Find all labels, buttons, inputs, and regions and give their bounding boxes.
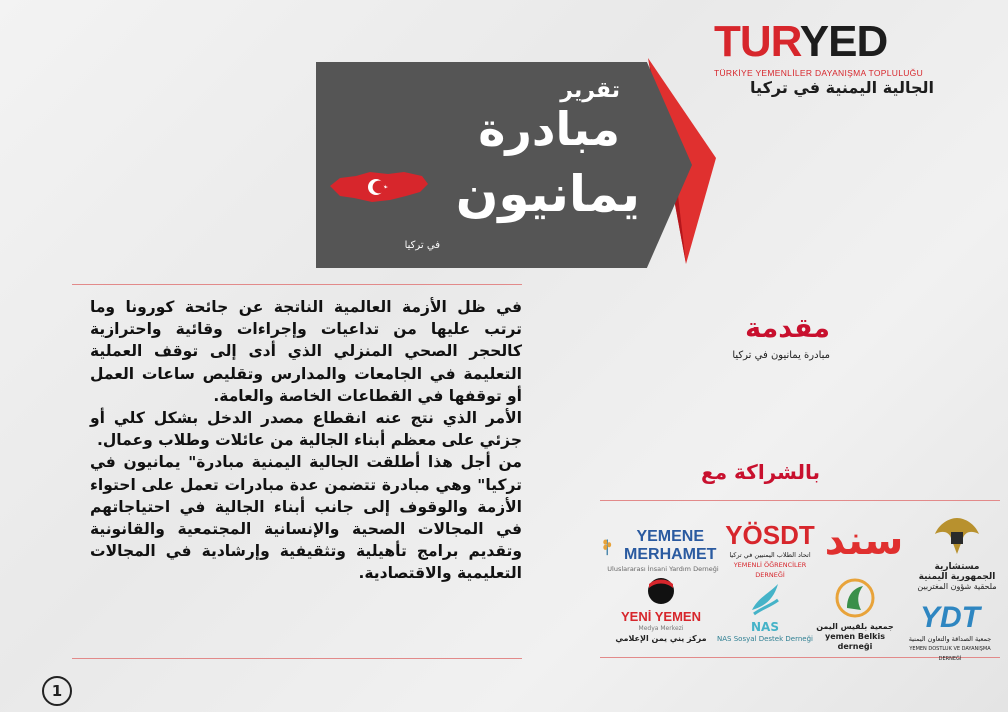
intro-subheading: مبادرة يمانيون في تركيا bbox=[732, 350, 830, 361]
partner-nas-logo bbox=[716, 580, 814, 644]
globe-icon bbox=[646, 576, 676, 606]
partner-belkis-caption: yemen Belkis derneği bbox=[825, 632, 885, 651]
partner-ydt-caption-ar: جمعية الصداقة والتعاون اليمنية bbox=[908, 635, 992, 643]
partner-embassy-name: مستشارية الجمهورية اليمنية bbox=[918, 562, 996, 582]
report-label: تقرير bbox=[560, 78, 620, 103]
divider bbox=[72, 658, 522, 659]
partner-nas-name: NAS bbox=[751, 620, 779, 634]
banner-subtitle: في تركيا bbox=[404, 240, 440, 251]
partner-embassy-caption: ملحقية شؤون المغتربين bbox=[917, 582, 997, 591]
partner-merhamet-caption: Uluslararası İnsani Yardım Derneği bbox=[607, 565, 719, 573]
page-number: 1 bbox=[42, 676, 72, 706]
partner-belkis-name: جمعية بلقيس اليمن bbox=[816, 622, 894, 631]
belkis-emblem-icon bbox=[833, 578, 877, 618]
logo-wordmark bbox=[714, 17, 888, 66]
eagle-emblem-icon bbox=[929, 514, 985, 558]
partner-yeniyemen-caption-ar: مركز يني يمن الإعلامي bbox=[615, 634, 707, 643]
divider bbox=[72, 284, 522, 285]
partner-ydt-name: YDT bbox=[920, 601, 980, 634]
partner-merhamet-logo bbox=[602, 528, 724, 574]
body-paragraph-3: من أجل هذا أطلقت الجالية اليمنية مبادرة" يمانيون في تركيا" وهي مبادرة تتضمن عدة مبادرات تعمل على احتواء الأزمة والوقوف إلى جانب أبناء الجالية في احتياجاتهم في المجالات الصحية والإنسانية المجتمعية والقانونية وتقديم برامج تأهيلية وتثقيفية وإرشادية في المجالات التعليمية والاقتصادية. bbox=[90, 453, 522, 583]
logo-arabic: الجالية اليمنية في تركيا bbox=[750, 78, 934, 97]
partner-yosdt-caption-ar: اتحاد الطلاب اليمنيين في تركيا bbox=[729, 551, 811, 559]
partner-yeniyemen-name: YENİ YEMEN bbox=[621, 609, 701, 624]
divider bbox=[600, 500, 1000, 501]
partner-merhamet-name: YEMENE MERHAMET bbox=[624, 528, 717, 563]
partner-sanad-logo bbox=[818, 518, 910, 564]
logo-yed-text: YED bbox=[799, 17, 888, 66]
partner-yeniyemen-logo bbox=[606, 576, 716, 644]
nas-wave-icon bbox=[748, 580, 782, 616]
intro-heading: مقدمة bbox=[745, 313, 830, 344]
partner-embassy-logo bbox=[912, 514, 1002, 592]
partner-yosdt-caption-tr: YEMENLİ ÖĞRENCİLER DERNEĞİ bbox=[733, 561, 807, 579]
body-paragraph-1: في ظل الأزمة العالمية الناتجة عن جائحة كورونا وما ترتب عليها من تداعيات وإجراءات وقائية واحترازية كالحجر الصحي المنزلي الذي أدى إلى توقف العملية التعليمة في الجامعات والمدارس وتقليص ساعات العمل أو توقفها في القطاعات الخاصة والعامة. bbox=[90, 298, 522, 405]
body-paragraph-2: الأمر الذي نتج عنه انقطاع مصدر الدخل بشكل كلي أو جزئي على معظم أبناء الجالية من عائلات وطلاب وعمال. bbox=[90, 409, 522, 450]
intro-body bbox=[90, 296, 522, 585]
partner-ydt-logo bbox=[898, 602, 1002, 664]
logo-subtitle: TÜRKİYE YEMENLİLER DAYANIŞMA TOPLULUĞU bbox=[714, 68, 924, 78]
wheat-icon bbox=[602, 532, 612, 560]
turyed-logo bbox=[714, 17, 934, 100]
partner-yosdt-name: YÖSDT bbox=[725, 520, 815, 550]
banner-title-line1: مبادرة bbox=[478, 102, 620, 156]
partners-heading: بالشراكة مع bbox=[701, 460, 820, 484]
banner-title-line2: يمانيون bbox=[455, 165, 640, 223]
partner-yosdt-logo bbox=[720, 520, 820, 580]
partner-ydt-caption-tr: YEMEN DOSTLUK VE DAYANIŞMA DERNEĞİ bbox=[909, 646, 991, 662]
partner-sanad-name: سند bbox=[824, 518, 904, 564]
partner-nas-caption: NAS Sosyal Destek Derneği bbox=[717, 635, 813, 643]
partner-belkis-logo bbox=[810, 578, 900, 652]
partner-yeniyemen-caption: Medya Merkezi bbox=[638, 625, 684, 632]
logo-tur-text: TUR bbox=[714, 17, 800, 66]
